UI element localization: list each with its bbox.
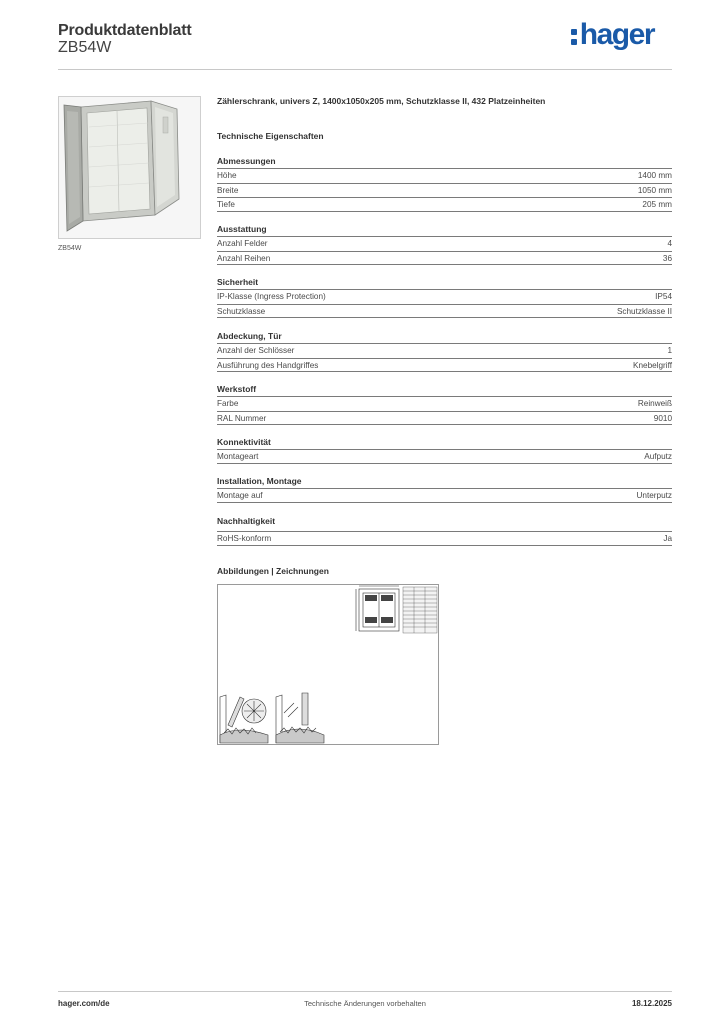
section-title: Installation, Montage	[217, 476, 302, 486]
spec-row	[217, 343, 672, 358]
section-title: Abmessungen	[217, 156, 276, 166]
cabinet-image-icon	[59, 97, 200, 238]
spec-value: Ja	[663, 534, 672, 543]
spec-label: Breite	[217, 185, 239, 195]
spec-row	[217, 449, 672, 464]
spec-label: Höhe	[217, 171, 237, 180]
spec-row	[217, 236, 672, 251]
drawings-box	[217, 584, 439, 745]
spec-label: Montageart	[217, 452, 259, 461]
tech-heading: Technische Eigenschaften	[217, 131, 324, 141]
spec-value: 9010	[653, 413, 672, 423]
spec-value: Aufputz	[644, 452, 672, 461]
spec-label: RAL Nummer	[217, 413, 267, 423]
hager-logo	[571, 18, 654, 52]
section-title: Abdeckung, Tür	[217, 331, 282, 341]
spec-label: Schutzklasse	[217, 306, 266, 316]
technical-drawing-icon	[218, 585, 438, 744]
spec-row	[217, 197, 672, 212]
footer-notice: Technische Änderungen vorbehalten	[304, 999, 426, 1008]
footer-website[interactable]: hager.com/de	[58, 999, 110, 1008]
spec-value: Schutzklasse II	[616, 306, 672, 316]
logo-dots-icon	[571, 27, 578, 47]
spec-value: 1050 mm	[637, 185, 672, 195]
section-title: Sicherheit	[217, 277, 259, 287]
product-description: Zählerschrank, univers Z, 1400x1050x205 mm, Schutzklasse II, 432 Platzeinheiten	[217, 96, 546, 106]
product-image	[58, 96, 201, 239]
figures-heading: Abbildungen | Zeichnungen	[217, 566, 329, 576]
section-title: Ausstattung	[217, 224, 267, 234]
section-title: Nachhaltigkeit	[217, 516, 276, 526]
spec-value: Reinweiß	[637, 399, 672, 408]
spec-label: Anzahl Reihen	[217, 253, 271, 263]
spec-label: IP-Klasse (Ingress Protection)	[217, 292, 326, 301]
spec-label: RoHS-konform	[217, 534, 272, 543]
spec-row	[217, 358, 672, 373]
spec-label: Montage auf	[217, 491, 263, 500]
logo-text: hager	[579, 18, 654, 51]
page-title: Produktdatenblatt	[58, 22, 192, 39]
spec-row	[217, 289, 672, 304]
spec-row	[217, 488, 672, 503]
footer-date: 18.12.2025	[631, 999, 672, 1008]
spec-row	[217, 304, 672, 319]
spec-value: Knebelgriff	[633, 360, 672, 370]
spec-row	[217, 411, 672, 426]
spec-label: Ausführung des Handgriffes	[217, 360, 319, 370]
installation-drawing-icon	[220, 695, 268, 743]
spec-row	[217, 396, 672, 411]
header	[58, 18, 672, 70]
spec-value: 4	[667, 239, 672, 248]
spec-row	[217, 183, 672, 198]
spec-label: Anzahl der Schlösser	[217, 346, 295, 355]
product-caption: ZB54W	[58, 245, 82, 252]
spec-value: 1400 mm	[637, 171, 672, 180]
footer	[58, 991, 672, 1011]
section-title: Werkstoff	[217, 384, 257, 394]
spec-label: Tiefe	[217, 200, 235, 209]
spec-row	[217, 531, 672, 546]
spec-row	[217, 168, 672, 183]
section-title: Konnektivität	[217, 437, 271, 447]
spec-value: 1	[667, 346, 672, 355]
spec-value: 205 mm	[642, 200, 672, 209]
spec-value: Unterputz	[636, 491, 672, 500]
spec-row	[217, 251, 672, 266]
spec-value: IP54	[655, 292, 672, 301]
spec-label: Anzahl Felder	[217, 239, 268, 248]
spec-label: Farbe	[217, 399, 239, 408]
spec-value: 36	[662, 253, 672, 263]
product-code: ZB54W	[58, 39, 112, 56]
